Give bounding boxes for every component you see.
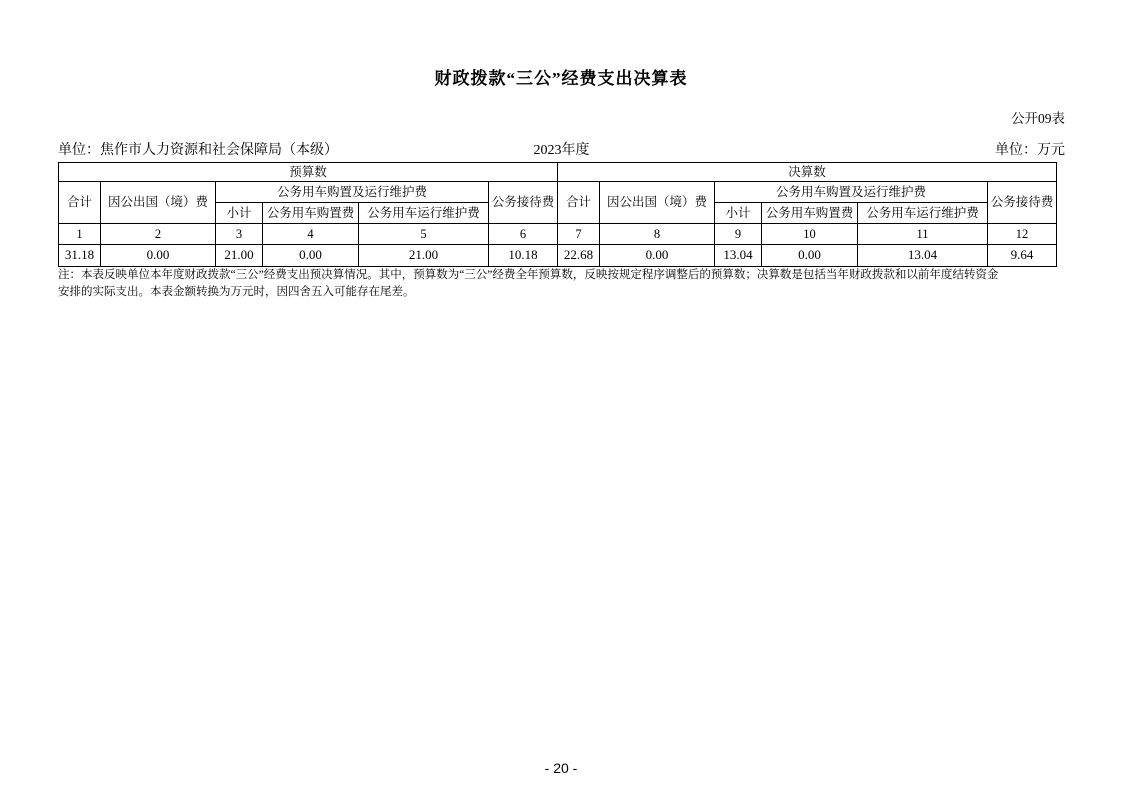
column-number-cell: 4 bbox=[263, 224, 359, 245]
header-final-vehicle-purchase: 公务用车购置费 bbox=[762, 203, 858, 224]
year-label: 2023年度 bbox=[533, 143, 590, 158]
value-final-vehicle-purchase: 0.00 bbox=[762, 245, 858, 267]
column-number-cell: 7 bbox=[558, 224, 600, 245]
header-budget-section: 预算数 bbox=[59, 163, 558, 182]
header-final-total: 合计 bbox=[558, 182, 600, 224]
column-number-cell: 12 bbox=[988, 224, 1057, 245]
column-number-cell: 9 bbox=[715, 224, 762, 245]
column-number-cell: 8 bbox=[600, 224, 715, 245]
three-public-expenses-table bbox=[58, 162, 1057, 267]
header-final-vehicle-subtotal: 小计 bbox=[715, 203, 762, 224]
header-budget-abroad: 因公出国（境）费 bbox=[101, 182, 216, 224]
page-title: 财政拨款“三公”经费支出决算表 bbox=[434, 69, 688, 88]
footnote-line-1: 注：本表反映单位本年度财政拨款“三公”经费支出预决算情况。其中，预算数为“三公”经费全年预算数，反映按规定程序调整后的预算数；决算数是包括当年财政拨款和以前年度结转资金 bbox=[58, 269, 999, 281]
column-number-cell: 5 bbox=[359, 224, 489, 245]
page-number: - 20 - bbox=[544, 760, 578, 776]
value-final-vehicle-subtotal: 13.04 bbox=[715, 245, 762, 267]
currency-unit-label: 单位：万元 bbox=[995, 143, 1065, 158]
header-budget-total: 合计 bbox=[59, 182, 101, 224]
table-data-row bbox=[59, 245, 1057, 267]
value-final-abroad: 0.00 bbox=[600, 245, 715, 267]
table-meta-row bbox=[58, 139, 1065, 159]
column-number-cell: 1 bbox=[59, 224, 101, 245]
value-budget-vehicle-subtotal: 21.00 bbox=[216, 245, 263, 267]
header-final-abroad: 因公出国（境）费 bbox=[600, 182, 715, 224]
column-number-cell: 2 bbox=[101, 224, 216, 245]
column-number-cell: 10 bbox=[762, 224, 858, 245]
value-final-vehicle-maintenance: 13.04 bbox=[858, 245, 988, 267]
header-budget-vehicle-maintenance: 公务用车运行维护费 bbox=[359, 203, 489, 224]
table-header-row-upper bbox=[59, 182, 1057, 203]
value-budget-total: 31.18 bbox=[59, 245, 101, 267]
header-final-reception: 公务接待费 bbox=[988, 182, 1057, 224]
footnote-line-2: 安排的实际支出。本表金额转换为万元时，因四舍五入可能存在尾差。 bbox=[58, 285, 415, 298]
column-number-cell: 3 bbox=[216, 224, 263, 245]
header-budget-vehicle-group: 公务用车购置及运行维护费 bbox=[216, 182, 489, 203]
table-footnote bbox=[58, 267, 1068, 300]
value-final-reception: 9.64 bbox=[988, 245, 1057, 267]
column-number-row bbox=[59, 224, 1057, 245]
column-number-cell: 11 bbox=[858, 224, 988, 245]
table-code-label: 公开09表 bbox=[1011, 111, 1065, 126]
unit-label: 单位：焦作市人力资源和社会保障局（本级） bbox=[58, 143, 338, 158]
value-budget-vehicle-maintenance: 21.00 bbox=[359, 245, 489, 267]
header-final-vehicle-maintenance: 公务用车运行维护费 bbox=[858, 203, 988, 224]
header-final-vehicle-group: 公务用车购置及运行维护费 bbox=[715, 182, 988, 203]
header-budget-vehicle-subtotal: 小计 bbox=[216, 203, 263, 224]
column-number-cell: 6 bbox=[489, 224, 558, 245]
value-budget-reception: 10.18 bbox=[489, 245, 558, 267]
value-budget-vehicle-purchase: 0.00 bbox=[263, 245, 359, 267]
header-budget-reception: 公务接待费 bbox=[489, 182, 558, 224]
header-budget-vehicle-purchase: 公务用车购置费 bbox=[263, 203, 359, 224]
value-budget-abroad: 0.00 bbox=[101, 245, 216, 267]
table-section-row bbox=[59, 163, 1057, 182]
value-final-total: 22.68 bbox=[558, 245, 600, 267]
header-final-section: 决算数 bbox=[558, 163, 1057, 182]
